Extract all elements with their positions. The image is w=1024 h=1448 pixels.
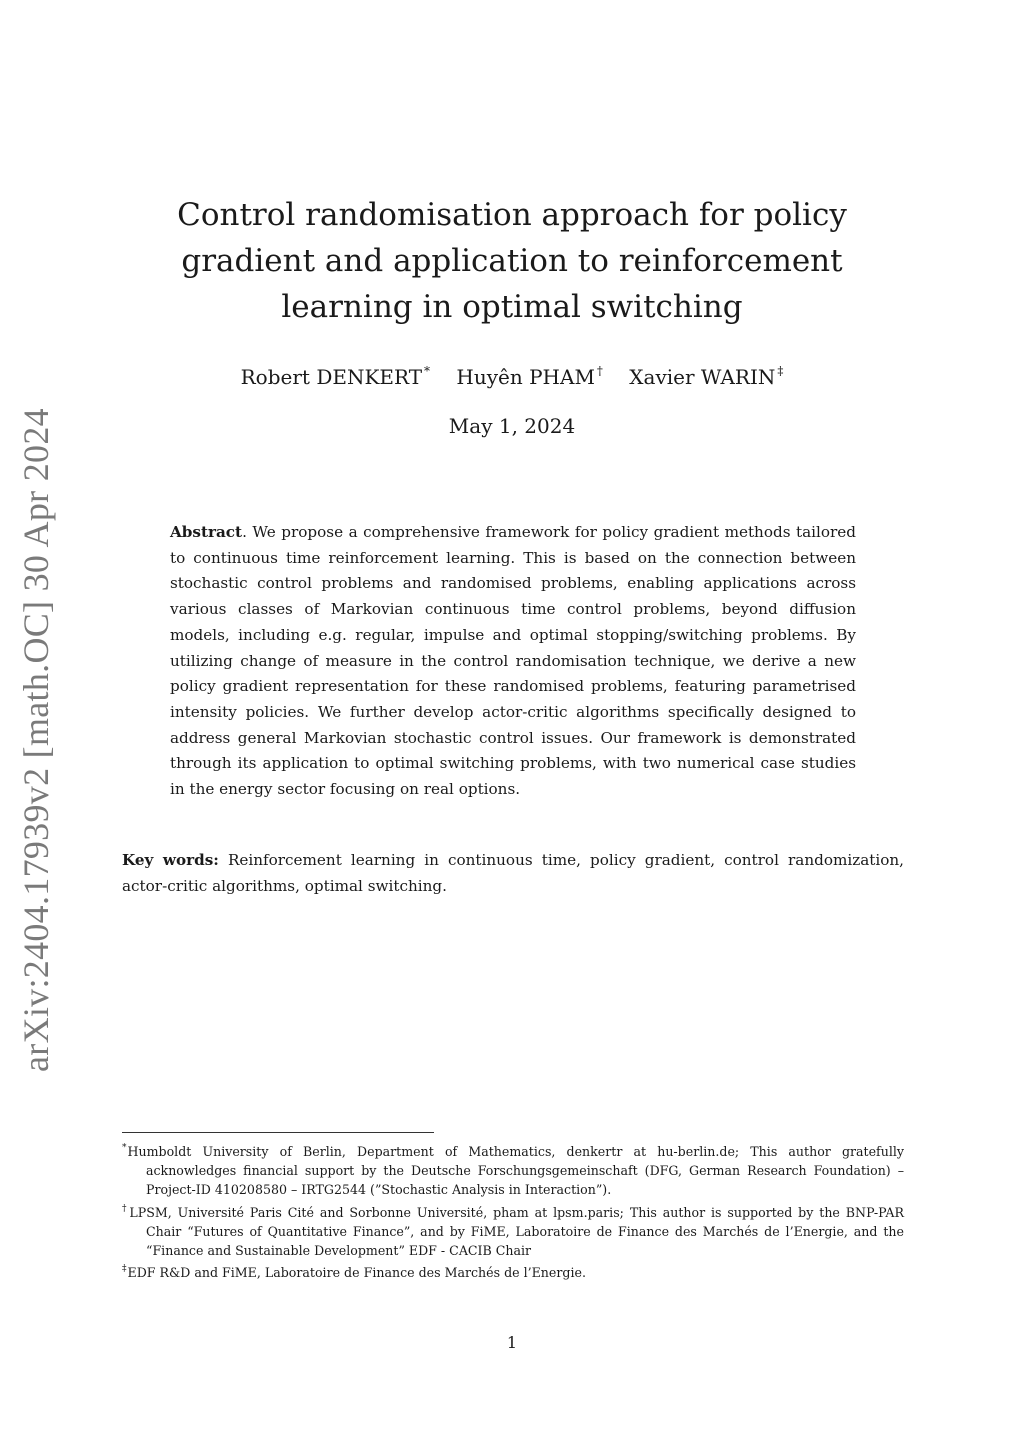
- author-name: Robert DENKERT: [240, 365, 423, 389]
- footnote-text: Humboldt University of Berlin, Department of Mathematics, denkertr at hu-berlin.de; This author gratefully acknowledges financial support by the Deutsche Forschungsgemeinschaft (DFG, German Research Foundation) – Project-ID 410208580 – IRTG2544 (”Stochastic Analysis in Interaction”).: [127, 1144, 904, 1198]
- publication-date: May 1, 2024: [448, 414, 576, 438]
- keywords-text: Reinforcement learning in continuous time, policy gradient, control randomization, actor-critic algorithms, optimal switching.: [122, 851, 904, 895]
- keywords-label: Key words:: [122, 851, 219, 869]
- author-name: Xavier WARIN: [629, 365, 776, 389]
- footnote-mark: ‡: [122, 1264, 127, 1275]
- abstract-label: Abstract: [170, 523, 243, 541]
- abstract: Abstract. We propose a comprehensive framework for policy gradient methods tailored to continuous time reinforcement learning. This is based on the connection between stochastic control problems and randomised problems, enabling applications across various classes of Markovian continuous time control problems, beyond diffusion models, including e.g. regular, impulse and optimal stopping/switching problems. By utilizing change of measure in the control randomisation technique, we derive a new policy gradient representation for these randomised problems, featuring parametrised intensity policies. We further develop actor-critic algorithms specifically designed to address general Markovian stochastic control issues. Our framework is demonstrated through its application to optimal switching problems, with two numerical case studies in the energy sector focusing on real options.: [170, 523, 856, 799]
- footnote: [122, 1260, 904, 1282]
- footnote-mark: †: [122, 1203, 129, 1214]
- page-number: 1: [506, 1333, 518, 1352]
- arxiv-identifier: arXiv:2404.17939v2 [math.OC] 30 Apr 2024: [16, 408, 56, 1072]
- footnote: [122, 1139, 904, 1200]
- abstract-text: We propose a comprehensive framework for policy gradient methods tailored to continuous time reinforcement learning. This is based on the connection between stochastic control problems and randomised problems, enabling applications across various classes of Markovian continuous time control problems, beyond diffusion models, including e.g. regular, impulse and optimal stopping/switching problems. By utilizing change of measure in the control randomisation technique, we derive a new policy gradient representation for these randomised problems, featuring parametrised intensity policies. We further develop actor-critic algorithms specifically designed to address general Markovian stochastic control issues. Our framework is demonstrated through its application to optimal switching problems, with two numerical case studies in the energy sector focusing on real options.: [170, 523, 856, 799]
- footnote-mark: *: [122, 1143, 127, 1153]
- footnotes: [122, 1139, 904, 1282]
- paper-title: Control randomisation approach for policy gradient and application to reinforcement learning in optimal switching: [177, 197, 847, 325]
- author-denkert: [241, 356, 430, 392]
- author-list: [120, 356, 904, 392]
- footnote-text: LPSM, Université Paris Cité and Sorbonne Université, pham at lpsm.paris; This author is supported by the BNP-PAR Chair “Futures of Quantitative Finance”, and by FiME, Laboratoire de Finance des Marchés de l’Energie, and the “Finance and Sustainable Development” EDF - CACIB Chair: [129, 1204, 904, 1259]
- author-pham: [456, 356, 603, 392]
- author-affiliation-mark: †: [596, 364, 603, 378]
- footnote-text: EDF R&D and FiME, Laboratoire de Finance des Marchés de l’Energie.: [127, 1265, 586, 1281]
- footnote-divider: [122, 1132, 434, 1133]
- author-affiliation-mark: ‡: [777, 364, 784, 378]
- keywords: [122, 847, 904, 899]
- author-warin: [629, 356, 783, 392]
- author-affiliation-mark: *: [424, 364, 431, 378]
- footnote: [122, 1200, 904, 1261]
- author-name: Huyên PHAM: [456, 365, 595, 389]
